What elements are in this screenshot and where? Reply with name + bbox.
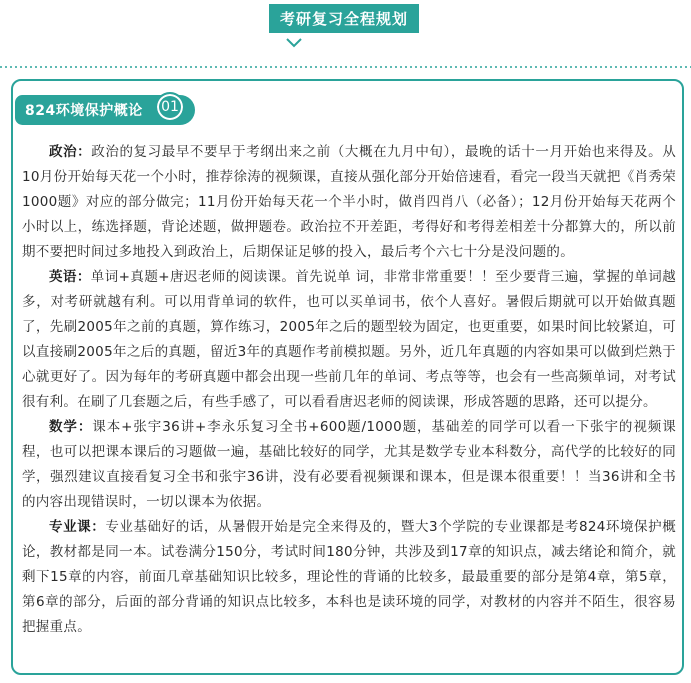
paragraph-politics	[22, 140, 676, 265]
section-content	[22, 140, 676, 640]
section-number-badge: 01	[155, 92, 185, 122]
dotted-divider	[0, 63, 691, 71]
paragraph-heading: 英语：	[49, 269, 91, 285]
page-banner-title: 考研复习全程规划	[269, 4, 419, 33]
paragraph-heading: 数学：	[49, 419, 93, 435]
paragraph-heading: 政治：	[49, 144, 92, 160]
chevron-down-icon	[286, 38, 302, 48]
paragraph-body: 课本+张宇36讲+李永乐复习全书+600题/1000题，基础差的同学可以看一下张宇的视频课程，也可以把课本课后的习题做一遍，基础比较好的同学，尤其是数学专业本科数分，高代学的比较好的同学，强烈建议直接看复习全书和张宇36讲，没有必要看视频课和课本，但是课本很重要！！当36讲和全书的内容出现错误时，一切以课本为依据。	[22, 419, 676, 510]
paragraph-body: 专业基础好的话，从暑假开始是完全来得及的，暨大3个学院的专业课都是考824环境保护概论，教材都是同一本。试卷满分150分，考试时间180分钟，共涉及到17章的知识点，减去绪论和简介，就剩下15章的内容，前面几章基础知识比较多，理论性的背诵的比较多，最最重要的部分是第4章，第5章，第6章的部分，后面的部分背诵的知识点比较多，本科也是读环境的同学，对教材的内容并不陌生，很容易把握重点。	[22, 519, 676, 635]
paragraph-body: 单词+真题+唐迟老师的阅读课。首先说单 词，非常非常重要！！至少要背三遍，掌握的单词越多，对考研就越有利。可以用背单词的软件，也可以买单词书，依个人喜好。暑假后期就可以开始做真题了，先刷2005年之前的真题，算作练习，2005年之后的题型较为固定，也更重要，如果时间比较紧迫，可以直接刷2005年之后的真题，留近3年的真题作考前模拟题。另外，近几年真题的内容如果可以做到烂熟于心就更好了。因为每年的考研真题中都会出现一些前几年的单词、考点等等，也会有一些高频单词，对考试很有利。在刷了几套题之后，有些手感了，可以看看唐迟老师的阅读课，形成答题的思路，还可以提分。	[22, 269, 676, 410]
paragraph-math	[22, 415, 676, 515]
paragraph-heading: 专业课：	[49, 519, 106, 535]
section-title: 824环境保护概论	[25, 103, 143, 119]
paragraph-body: 政治的复习最早不要早于考纲出来之前（大概在九月中旬），最晚的话十一月开始也来得及。从10月份开始每天花一个小时，推荐徐涛的视频课，直接从强化部分开始倍速看，看完一段当天就把《肖秀荣1000题》对应的部分做完；11月份开始每天花一个半小时，做肖四肖八（必备）；12月份开始每天花两个小时以上，练选择题，背论述题，做押题卷。政治拉不开差距，考得好和考得差相差十分都算大的，所以前期不要把时间过多地投入到政治上，后期保证足够的投入，最后考个六七十分是没问题的。	[22, 144, 676, 260]
paragraph-major	[22, 515, 676, 640]
paragraph-english	[22, 265, 676, 415]
